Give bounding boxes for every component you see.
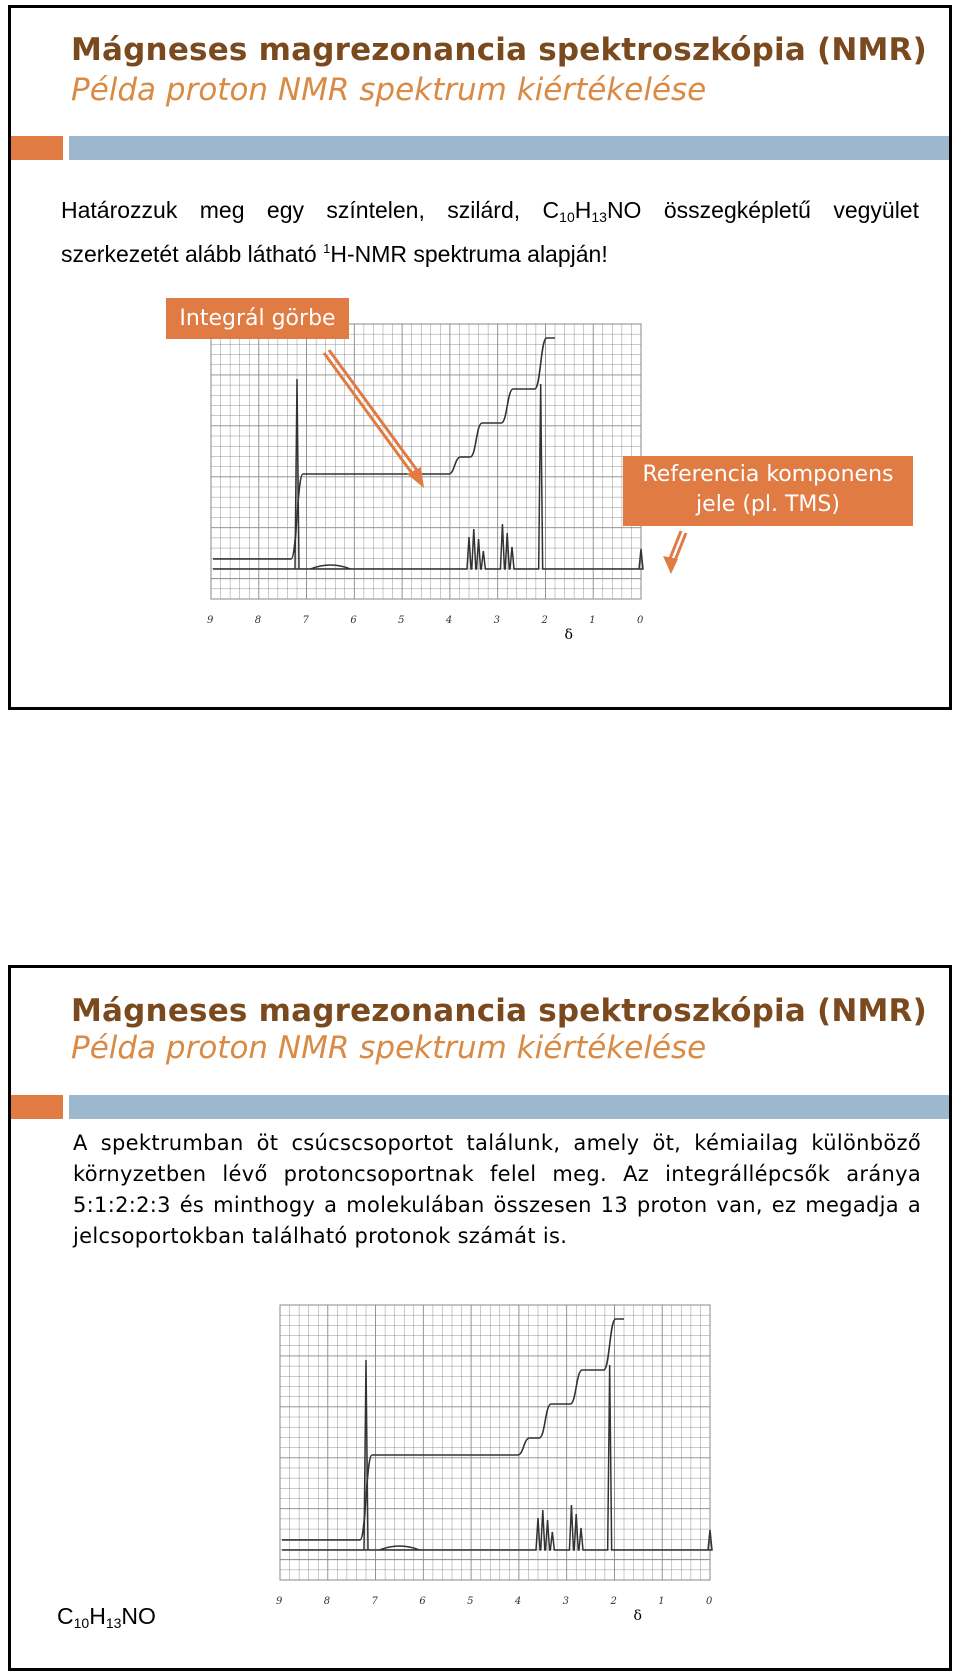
x-tick-label: 6 (350, 615, 357, 626)
x-tick-label: 6 (419, 1596, 426, 1607)
x-tick-label: 3 (493, 615, 501, 626)
arrow-layer (11, 8, 955, 713)
x-tick-label: 7 (302, 615, 309, 626)
callout-reference-line1: Referencia komponens (642, 462, 894, 487)
formula-label: $C_{10}H_{13}NO$ (57, 1603, 156, 1631)
callout-reference-line2: jele (pl. TMS) (696, 492, 840, 517)
intro-text: Határozzuk meg egy színtelen, szilárd, $C_{10}H_{13}NO$ összegképletű vegyület szerkezetét alább látható $^1$H-NMR spektruma alapján! (61, 197, 919, 267)
slide-title: Mágneses magrezonancia spektroszkópia (NMR) (71, 32, 927, 68)
arrow-integral (324, 350, 424, 488)
x-tick-label: 1 (589, 615, 596, 626)
x-tick-label: 8 (323, 1596, 331, 1607)
callout-integral: Integrál görbe (166, 298, 349, 339)
arrow-reference (663, 531, 686, 574)
slide-subtitle: Példa proton NMR spektrum kiértékelése (71, 72, 707, 108)
x-tick-label: 4 (514, 1596, 522, 1607)
x-tick-label: 2 (610, 1596, 617, 1607)
x-tick-label: 1 (658, 1596, 665, 1607)
x-tick-label: 3 (562, 1596, 570, 1607)
x-tick-label: 5 (398, 615, 405, 626)
slide-1 (8, 5, 952, 710)
x-tick-label: 4 (445, 615, 453, 626)
header-band-blue (69, 1095, 949, 1119)
x-tick-label: 2 (541, 615, 548, 626)
x-tick-label: 8 (254, 615, 262, 626)
delta-label: δ (633, 1608, 642, 1624)
delta-label: δ (564, 627, 573, 643)
x-tick-label: 5 (467, 1596, 474, 1607)
nmr-spectrum (276, 1301, 756, 1656)
x-tick-label: 9 (207, 615, 214, 626)
header-band-orange (11, 1095, 63, 1119)
x-tick-label: 7 (371, 1596, 378, 1607)
x-tick-label: 0 (637, 615, 644, 626)
explanation-paragraph: A spektrumban öt csúcscsoportot találunk, amely öt, kémiailag különböző környzetben lévő protoncsoportnak felel meg. Az integrállépcsők aránya 5:1:2:2:3 és minthogy a molekulában összesen 13 proton van, ez megadja a jelcsoportokban található protonok számát is. (73, 1131, 921, 1248)
x-axis-ticks (276, 1596, 713, 1607)
x-tick-label: 9 (276, 1596, 283, 1607)
slide-2 (8, 965, 952, 1671)
slide-title: Mágneses magrezonancia spektroszkópia (NMR) (71, 993, 927, 1029)
spectrum-grid (280, 1305, 710, 1580)
x-tick-label: 0 (706, 1596, 713, 1607)
slide-subtitle: Példa proton NMR spektrum kiértékelése (71, 1030, 707, 1066)
